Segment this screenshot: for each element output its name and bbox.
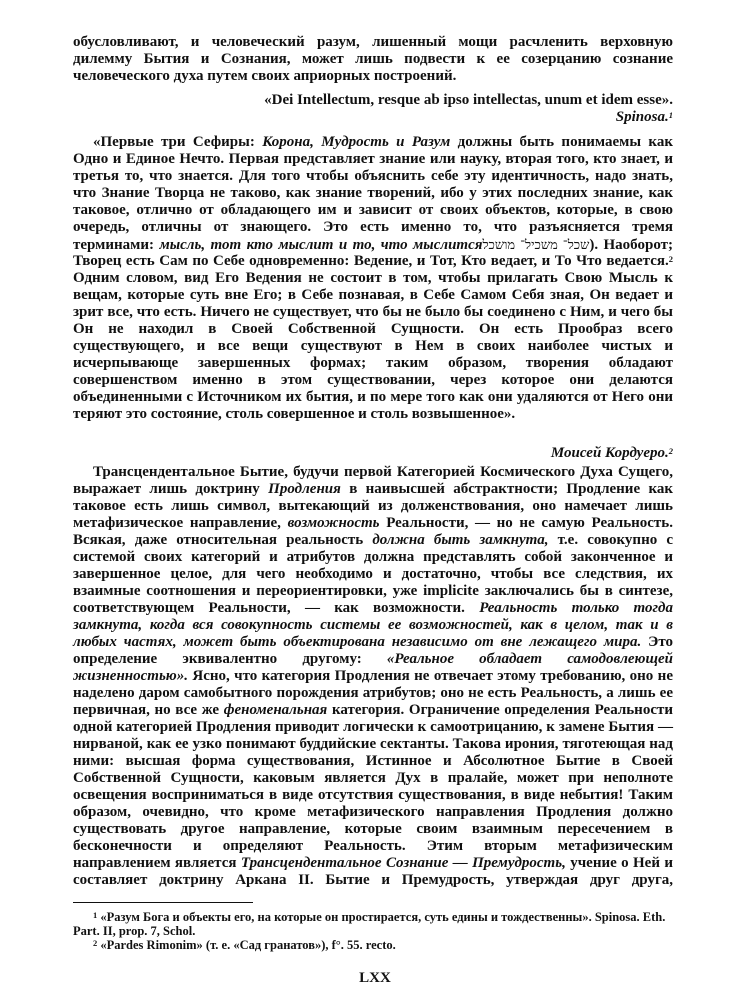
page-number: LXX: [359, 970, 391, 986]
text-line: [73, 51, 673, 68]
text-line: [73, 583, 673, 600]
text-segment: Одно и Единое Нечто. Первая представляет знание или науку, вторая того, кто знает, и: [73, 151, 673, 167]
text-line: [73, 406, 673, 423]
text-line: [73, 685, 673, 702]
text-line: [73, 270, 673, 287]
footnotes: [73, 910, 673, 952]
text-line: [73, 321, 673, 338]
text-segment: категория. Ограничение определения Реальности: [327, 702, 673, 718]
text-segment: исчерпывающе завершенных формах; таким образом, творения обладают: [73, 355, 673, 371]
text-line: [73, 924, 673, 938]
text-line: [73, 804, 673, 821]
text-segment: Трансцендентальное Сознание — Премудрость,: [240, 855, 566, 871]
text-segment: т.е. совокупно с: [548, 532, 673, 548]
text-segment: системой своих категорий и атрибутов должна представлять собой законченное и: [73, 549, 673, 565]
text-segment: взаимные соотношения и переориентировки, уже implicite заключались бы в синтезе,: [73, 583, 673, 599]
text-segment: таковое, отлично от обладающего им и зависит от своих объектов, которые, в свою: [73, 202, 673, 218]
text-segment: выражает лишь доктрину: [73, 481, 269, 497]
text-segment: объединенными с Источником их бытия, и по мере того как они удаляются от Него они: [73, 389, 673, 405]
text-line: [73, 515, 673, 532]
text-line: [73, 651, 673, 668]
text-segment: совершенством именно в этом существовании, через которое они делаются: [73, 372, 673, 388]
text-line: [73, 464, 673, 481]
text-line: [73, 770, 673, 787]
text-segment: Собственной Сущности, каковым является Дух в пралайе, может при неполноте: [73, 770, 673, 786]
text-line: [73, 549, 673, 566]
text-line: [73, 872, 673, 889]
epigraph-quote: [73, 92, 673, 126]
text-segment: Всякая, даже относительная реальность: [73, 532, 373, 548]
text-line: [73, 566, 673, 583]
text-line: [73, 910, 673, 924]
text-segment: Трансцендентальное Бытие, будучи первой Категорией Космического Духа Сущего,: [93, 464, 673, 480]
text-line: [73, 236, 673, 253]
text-line: [73, 372, 673, 389]
text-segment: учение о Ней и: [565, 855, 673, 871]
text-line: [73, 821, 673, 838]
text-line: [73, 151, 673, 168]
text-line: [73, 617, 673, 634]
text-line: [73, 109, 673, 126]
text-segment: существовать другое направление, которые своим взаимным пересечением в: [73, 821, 673, 837]
text-segment: должна быть замкнута,: [372, 532, 549, 548]
text-line: [73, 938, 673, 952]
text-line: [73, 92, 673, 109]
text-segment: бесконечности и определяют Реальность. Этим вторым метафизическим: [73, 838, 673, 854]
text-line: [73, 338, 673, 355]
italic-wrapper: [669, 445, 673, 461]
text-line: [73, 34, 673, 51]
text-segment: человеческого духа путем своих априорных построений.: [73, 68, 457, 84]
text-segment: возможность: [287, 515, 380, 531]
text-segment: освещения восприниматься в виде отсутствия существования, в виде небытия! Таким: [73, 787, 673, 803]
footnote-marker: 2: [668, 446, 673, 456]
text-segment: наделено даром самобытного порождения атрибутов; оно не есть Реальность, а лишь ее: [73, 685, 673, 701]
cordovero-quote: [73, 134, 673, 423]
text-line: [73, 355, 673, 372]
text-segment: образом, очевидно, что кроме метафизического направления Продления должно: [73, 804, 673, 820]
footnote-separator: [73, 902, 253, 903]
main-paragraph: [73, 464, 673, 889]
text-segment: третья то, что знается. Для того чтобы объяснить себе эту идентичность, надо знать,: [73, 168, 673, 184]
text-line: [73, 702, 673, 719]
text-segment: одной категорией Продления приводит логически к самоотрицанию, к замене Бытия —: [73, 719, 673, 735]
text-line: [73, 736, 673, 753]
text-segment: Одним словом, вид Его Ведения не состоит в том, чтобы прилагать Свою Мысль к: [73, 270, 673, 286]
text-segment: ). Наоборот;: [589, 237, 673, 253]
text-line: [73, 134, 673, 151]
text-line: [73, 185, 673, 202]
footnote-marker: 1: [93, 910, 98, 920]
footnote-marker: 2: [668, 254, 673, 264]
cordovero-attribution: [73, 445, 673, 462]
text-segment: ними: высшая форма существования, Истинное и Абсолютное Бытие в Своей: [73, 753, 673, 769]
text-segment: определение эквивалентно другому:: [73, 651, 387, 667]
text-segment: вещам, которые суть вне Его; в Себе познавая, в Себе Самом Себя зная, Он ведает и: [73, 287, 673, 303]
text-line: [73, 253, 673, 270]
text-segment: Моисей Кордуеро.: [550, 445, 669, 461]
text-line: [73, 68, 673, 85]
text-segment: соответствующем Реальности, — как возможности.: [73, 600, 480, 616]
paragraph-continuation: [73, 34, 673, 85]
text-line: [73, 445, 673, 462]
text-segment: что Знание Творца не таково, как знание творений, ибо у этих последних знание, как: [73, 185, 673, 201]
text-line: [73, 219, 673, 236]
text-segment: завершенное целое, для чего необходимо и достаточно, чтобы все следствия, их: [73, 566, 673, 582]
text-segment: первичная, но все же: [73, 702, 224, 718]
text-segment: феноменальная: [223, 702, 328, 718]
text-segment: Реальность только тогда: [479, 600, 673, 616]
text-segment: «Pardes Rimonim» (т. е. «Сад гранатов»), f°. 55. recto.: [97, 938, 396, 952]
text-segment: терминами:: [73, 237, 160, 253]
text-segment: нирваной, как ее узко понимают буддийские сектанты. Такова ирония, тяготеющая над: [73, 736, 673, 752]
text-segment: Корона, Мудрость и Разум: [262, 134, 451, 150]
text-segment: обусловливают, и человеческий разум, лишенный мощи расчленить верховную: [73, 34, 673, 50]
text-line: [73, 855, 673, 872]
text-segment: метафизическое направление,: [73, 515, 288, 531]
text-segment: Реальности, — но не самую Реальность.: [379, 515, 673, 531]
text-line: [73, 481, 673, 498]
text-segment: составляет доктрину Аркана II. Бытие и Премудрость, утверждая друг друга,: [73, 872, 673, 888]
text-segment: теряют это состояние, столь совершенное и столь возвышенное».: [73, 406, 516, 422]
text-segment: таковое есть лишь символ, вытекающий из долженствования, оно намечает лишь: [73, 498, 673, 514]
text-segment: в наивысшей абстрактности; Продление как: [340, 481, 673, 497]
text-segment: жизненностью».: [73, 668, 188, 684]
text-segment: направлением является: [73, 855, 241, 871]
italic-wrapper: [669, 109, 673, 125]
text-segment: мысль, тот кто мыслит и то, что мыслится: [159, 237, 483, 253]
text-segment: Творец есть Сам по Себе одновременно: Ведение, и Тот, Кто ведает, и То Что ведается.: [73, 253, 669, 269]
text-segment: Spinosa.: [615, 109, 669, 125]
text-line: [73, 202, 673, 219]
text-line: [73, 753, 673, 770]
text-line: [73, 532, 673, 549]
text-segment: Продления: [268, 481, 341, 497]
text-line: [73, 498, 673, 515]
text-line: [73, 168, 673, 185]
text-segment: должны быть понимаемы как: [450, 134, 673, 150]
text-segment: любых частях, может быть объектирована независимо от вне лежащего мира.: [73, 634, 642, 650]
text-line: [73, 287, 673, 304]
text-segment: очередь, отличны от знающего. Это есть именно то, что разъясняется тремя: [73, 219, 673, 235]
text-segment: Это: [641, 634, 674, 650]
text-segment: «Разум Бога и объекты его, на которые он простирается, суть едины и тождественны». Spinosa. Eth.: [97, 910, 666, 924]
text-segment: Part. II, prop. 7, Schol.: [73, 924, 196, 938]
text-line: [73, 304, 673, 321]
text-line: [73, 600, 673, 617]
text-line: [73, 838, 673, 855]
text-segment: замкнута, когда вся совокупность системы ее возможностей, как в целом, так и в: [73, 617, 673, 633]
text-segment: «Dei Intellectum, resque ab ipso intellectas, unum et idem esse».: [264, 92, 673, 108]
text-line: [73, 787, 673, 804]
footnote-marker: 1: [668, 110, 673, 120]
text-segment: «Реальное обладает самодовлеющей: [386, 651, 674, 667]
text-segment: Он не находил в Своей Собственной Сущности. Он есть Прообраз всего: [73, 321, 673, 337]
text-segment: существующего, и все вещи существуют в Нем в своих наиболее чистых и: [73, 338, 673, 354]
hebrew-text: שכל־ משכיל־ מושכל: [482, 237, 590, 252]
text-segment: зрит все, что есть. Ничего не существует, что бы не было бы соединено с Ним, и чего бы: [73, 304, 673, 320]
text-line: [73, 668, 673, 685]
text-segment: Ясно, что категория Продления не отвечает этому требованию, оно не: [188, 668, 673, 684]
text-line: [73, 634, 673, 651]
text-segment: дилемму Бытия и Сознания, может лишь подвести к ее созерцанию сознание: [73, 51, 673, 67]
text-segment: «Первые три Сефиры:: [93, 134, 263, 150]
text-line: [73, 719, 673, 736]
text-line: [73, 389, 673, 406]
footnote-marker: 2: [93, 938, 98, 948]
